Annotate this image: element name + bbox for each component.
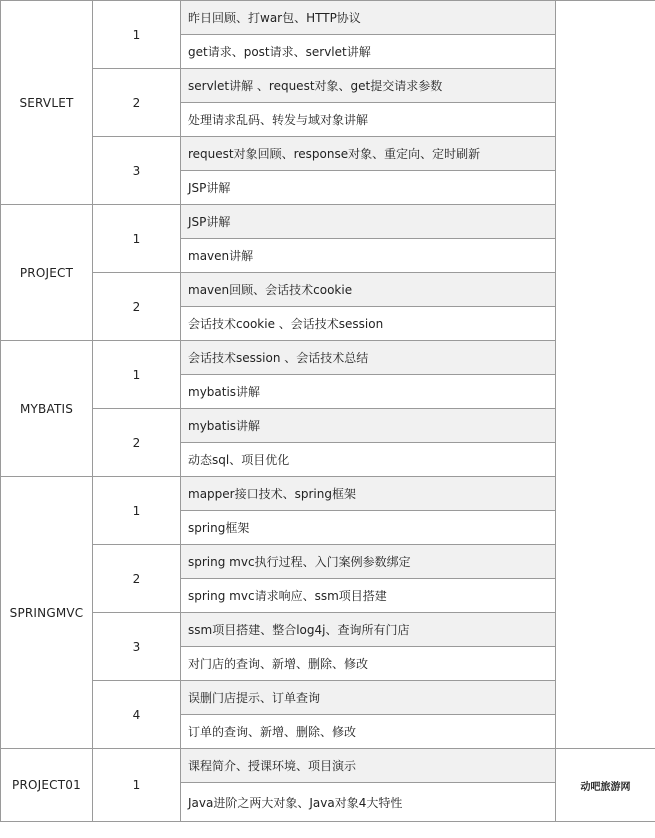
module-name-cell: MYBATIS: [1, 341, 93, 477]
topic-cell: ssm项目搭建、整合log4j、查询所有门店: [181, 613, 556, 647]
topic-cell: spring mvc执行过程、入门案例参数绑定: [181, 545, 556, 579]
table-row: [1, 749, 655, 783]
topic-cell: 订单的查询、新增、删除、修改: [181, 715, 556, 749]
topic-cell: mapper接口技术、spring框架: [181, 477, 556, 511]
topic-cell: 处理请求乱码、转发与域对象讲解: [181, 103, 556, 137]
topic-cell: 昨日回顾、打war包、HTTP协议: [181, 1, 556, 35]
day-number-cell: 2: [93, 69, 181, 137]
notes-column-cell: [556, 1, 655, 749]
topic-cell: JSP讲解: [181, 171, 556, 205]
topic-cell: maven回顾、会话技术cookie: [181, 273, 556, 307]
footer-note-cell: 动吧旅游网: [556, 749, 655, 822]
day-number-cell: 2: [93, 273, 181, 341]
day-number-cell: 1: [93, 477, 181, 545]
topic-cell: 对门店的查询、新增、删除、修改: [181, 647, 556, 681]
topic-cell: mybatis讲解: [181, 375, 556, 409]
module-name-cell: SPRINGMVC: [1, 477, 93, 749]
day-number-cell: 1: [93, 1, 181, 69]
topic-cell: maven讲解: [181, 239, 556, 273]
day-number-cell: 3: [93, 137, 181, 205]
topic-cell: 会话技术session 、会话技术总结: [181, 341, 556, 375]
topic-cell: servlet讲解 、request对象、get提交请求参数: [181, 69, 556, 103]
topic-cell: Java进阶之两大对象、Java对象4大特性: [181, 783, 556, 822]
topic-cell: 误删门店提示、订单查询: [181, 681, 556, 715]
module-name-cell: PROJECT01: [1, 749, 93, 822]
day-number-cell: 2: [93, 409, 181, 477]
day-number-cell: 2: [93, 545, 181, 613]
day-number-cell: 1: [93, 341, 181, 409]
module-name-cell: PROJECT: [1, 205, 93, 341]
schedule-body: [1, 1, 655, 822]
day-number-cell: 3: [93, 613, 181, 681]
module-name-cell: SERVLET: [1, 1, 93, 205]
day-number-cell: 4: [93, 681, 181, 749]
topic-cell: request对象回顾、response对象、重定向、定时刷新: [181, 137, 556, 171]
topic-cell: spring框架: [181, 511, 556, 545]
topic-cell: JSP讲解: [181, 205, 556, 239]
topic-cell: 会话技术cookie 、会话技术session: [181, 307, 556, 341]
day-number-cell: 1: [93, 749, 181, 822]
topic-cell: spring mvc请求响应、ssm项目搭建: [181, 579, 556, 613]
topic-cell: mybatis讲解: [181, 409, 556, 443]
topic-cell: 动态sql、项目优化: [181, 443, 556, 477]
day-number-cell: 1: [93, 205, 181, 273]
topic-cell: 课程简介、授课环境、项目演示: [181, 749, 556, 783]
topic-cell: get请求、post请求、servlet讲解: [181, 35, 556, 69]
table-row: [1, 1, 655, 35]
